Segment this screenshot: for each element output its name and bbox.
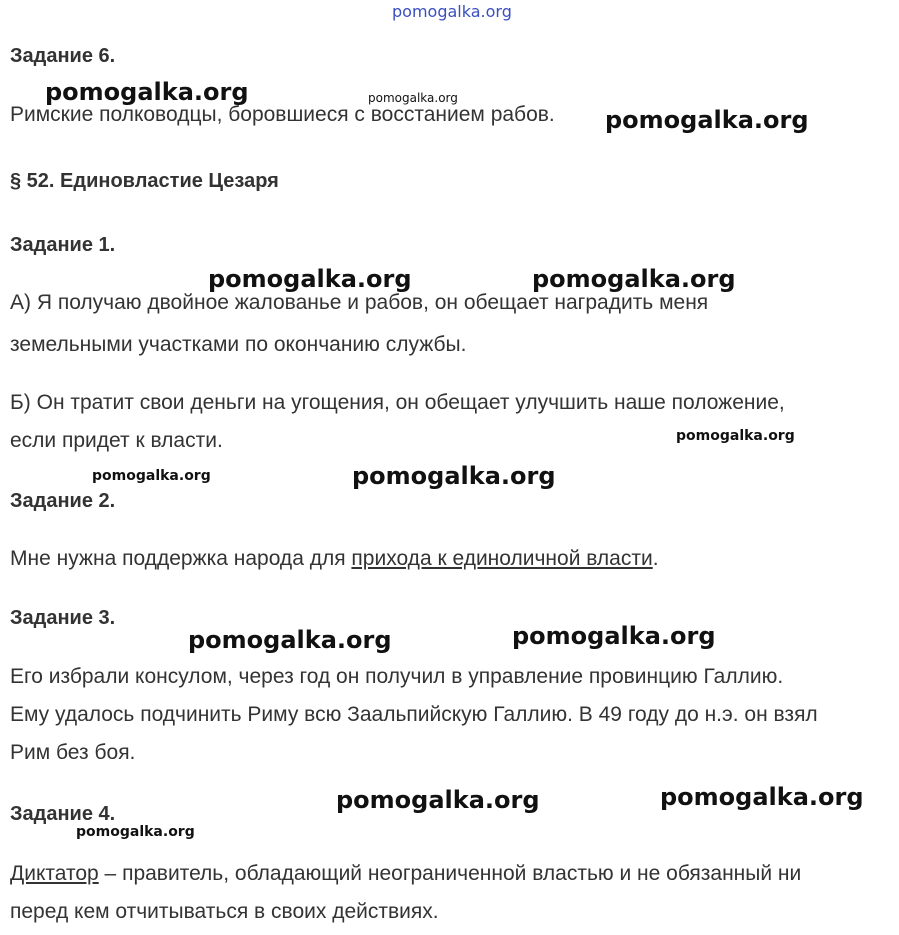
watermark: pomogalka.org bbox=[45, 78, 249, 106]
task4-line1-rest: – правитель, обладающий неограниченной властью и не обязанный ни bbox=[98, 862, 802, 885]
task2-text-after: . bbox=[652, 547, 659, 570]
task4-line2: перед кем отчитываться в своих действиях. bbox=[10, 900, 439, 923]
watermark: pomogalka.org bbox=[676, 428, 795, 444]
task4-line1 bbox=[10, 855, 801, 893]
task1-a-line1: А) Я получаю двойное жалованье и рабов, он обещает наградить меня bbox=[10, 291, 709, 314]
watermark: pomogalka.org bbox=[188, 626, 392, 654]
task4-heading: Задание 4. bbox=[10, 803, 116, 825]
task6-heading: Задание 6. bbox=[10, 45, 116, 67]
task2-link[interactable]: прихода к единоличной власти bbox=[351, 547, 653, 570]
task2-heading: Задание 2. bbox=[10, 490, 116, 512]
task3-heading: Задание 3. bbox=[10, 607, 116, 629]
paragraph-52-heading: § 52. Единовластие Цезаря bbox=[10, 170, 279, 192]
task1-b-line1: Б) Он тратит свои деньги на угощения, он обещает улучшить наше положение, bbox=[10, 391, 785, 414]
watermark: pomogalka.org bbox=[605, 106, 809, 134]
watermark: pomogalka.org bbox=[532, 265, 736, 293]
task3-line3: Рим без боя. bbox=[10, 741, 136, 764]
watermark: pomogalka.org bbox=[208, 265, 412, 293]
watermark: pomogalka.org bbox=[512, 622, 716, 650]
task2-text-before: Мне нужна поддержка народа для bbox=[10, 547, 352, 570]
header-watermark: pomogalka.org bbox=[392, 2, 512, 21]
watermark: pomogalka.org bbox=[92, 468, 211, 484]
watermark: pomogalka.org bbox=[352, 462, 556, 490]
task4-term-link[interactable]: Диктатор bbox=[10, 862, 99, 885]
task3-line1: Его избрали консулом, через год он получил в управление провинцию Галлию. bbox=[10, 665, 784, 688]
watermark: pomogalka.org bbox=[660, 783, 864, 811]
task1-heading: Задание 1. bbox=[10, 234, 116, 256]
task1-b-line2: если придет к власти. bbox=[10, 429, 223, 452]
watermark: pomogalka.org bbox=[76, 824, 195, 840]
task6-text: Римские полководцы, боровшиеся с восстанием рабов. bbox=[10, 103, 555, 126]
task3-line2: Ему удалось подчинить Риму всю Заальпийскую Галлию. В 49 году до н.э. он взял bbox=[10, 703, 818, 726]
watermark: pomogalka.org bbox=[368, 91, 458, 105]
task2-text bbox=[10, 540, 659, 578]
task1-a-line2: земельными участками по окончанию службы. bbox=[10, 333, 467, 356]
watermark: pomogalka.org bbox=[336, 786, 540, 814]
